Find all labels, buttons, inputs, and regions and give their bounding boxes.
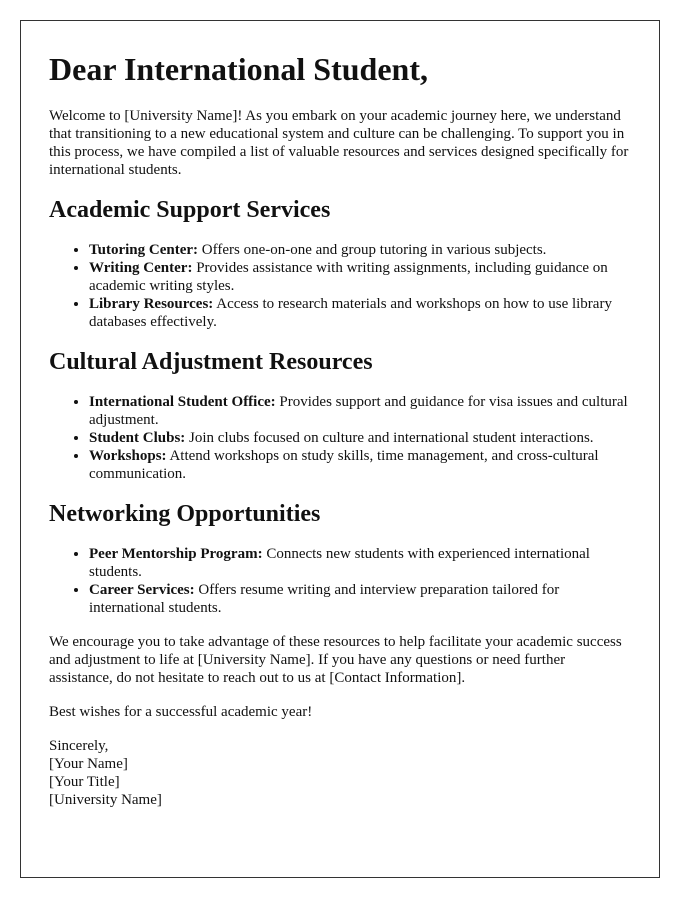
item-text: Provides assistance with writing assignments, including guidance on academic writing styles. <box>89 260 608 294</box>
list-item <box>89 429 631 447</box>
academic-support-list <box>49 241 631 331</box>
list-item <box>89 259 631 295</box>
item-title: Student Clubs: <box>89 430 186 446</box>
letter-container <box>20 20 660 878</box>
intro-paragraph: Welcome to [University Name]! As you embark on your academic journey here, we understand that transitioning to a new educational system and culture can be challenging. To support you in this process, we have compiled a list of valuable resources and services designed specifically for international students. <box>49 108 629 178</box>
signoff: Sincerely, <box>49 738 109 754</box>
list-item <box>89 447 631 483</box>
item-title: Career Services: <box>89 582 195 598</box>
section-heading-networking: Networking Opportunities <box>49 501 321 527</box>
sender-title: [Your Title] <box>49 774 120 790</box>
list-item <box>89 545 631 581</box>
wishes-paragraph: Best wishes for a successful academic year! <box>49 704 313 720</box>
closing-paragraph: We encourage you to take advantage of these resources to help facilitate your academic success and adjustment to life at [University Name]. If you have any questions or need further assistance, do not hesitate to reach out to us at [Contact Information]. <box>49 634 622 686</box>
item-text: Attend workshops on study skills, time management, and cross-cultural communication. <box>89 448 599 482</box>
section-heading-cultural-adjustment: Cultural Adjustment Resources <box>49 349 373 375</box>
item-text: Provides support and guidance for visa issues and cultural adjustment. <box>89 394 628 428</box>
signature-block <box>49 737 631 809</box>
section-heading-academic-support: Academic Support Services <box>49 197 331 223</box>
item-title: Writing Center: <box>89 260 193 276</box>
item-title: International Student Office: <box>89 394 276 410</box>
item-text: Offers resume writing and interview preparation tailored for international students. <box>89 582 560 616</box>
item-title: Workshops: <box>89 448 167 464</box>
sender-university: [University Name] <box>49 792 162 808</box>
item-title: Peer Mentorship Program: <box>89 546 263 562</box>
sender-name: [Your Name] <box>49 756 128 772</box>
item-text: Join clubs focused on culture and international student interactions. <box>189 430 594 446</box>
list-item <box>89 393 631 429</box>
item-title: Tutoring Center: <box>89 242 199 258</box>
item-text: Access to research materials and workshops on how to use library databases effectively. <box>89 296 612 330</box>
item-title: Library Resources: <box>89 296 214 312</box>
cultural-adjustment-list <box>49 393 631 483</box>
item-text: Offers one-on-one and group tutoring in various subjects. <box>201 242 547 258</box>
greeting-heading: Dear International Student, <box>49 51 428 87</box>
list-item <box>89 241 631 259</box>
list-item <box>89 295 631 331</box>
networking-list <box>49 545 631 617</box>
item-text: Connects new students with experienced international students. <box>89 546 590 580</box>
list-item <box>89 581 631 617</box>
